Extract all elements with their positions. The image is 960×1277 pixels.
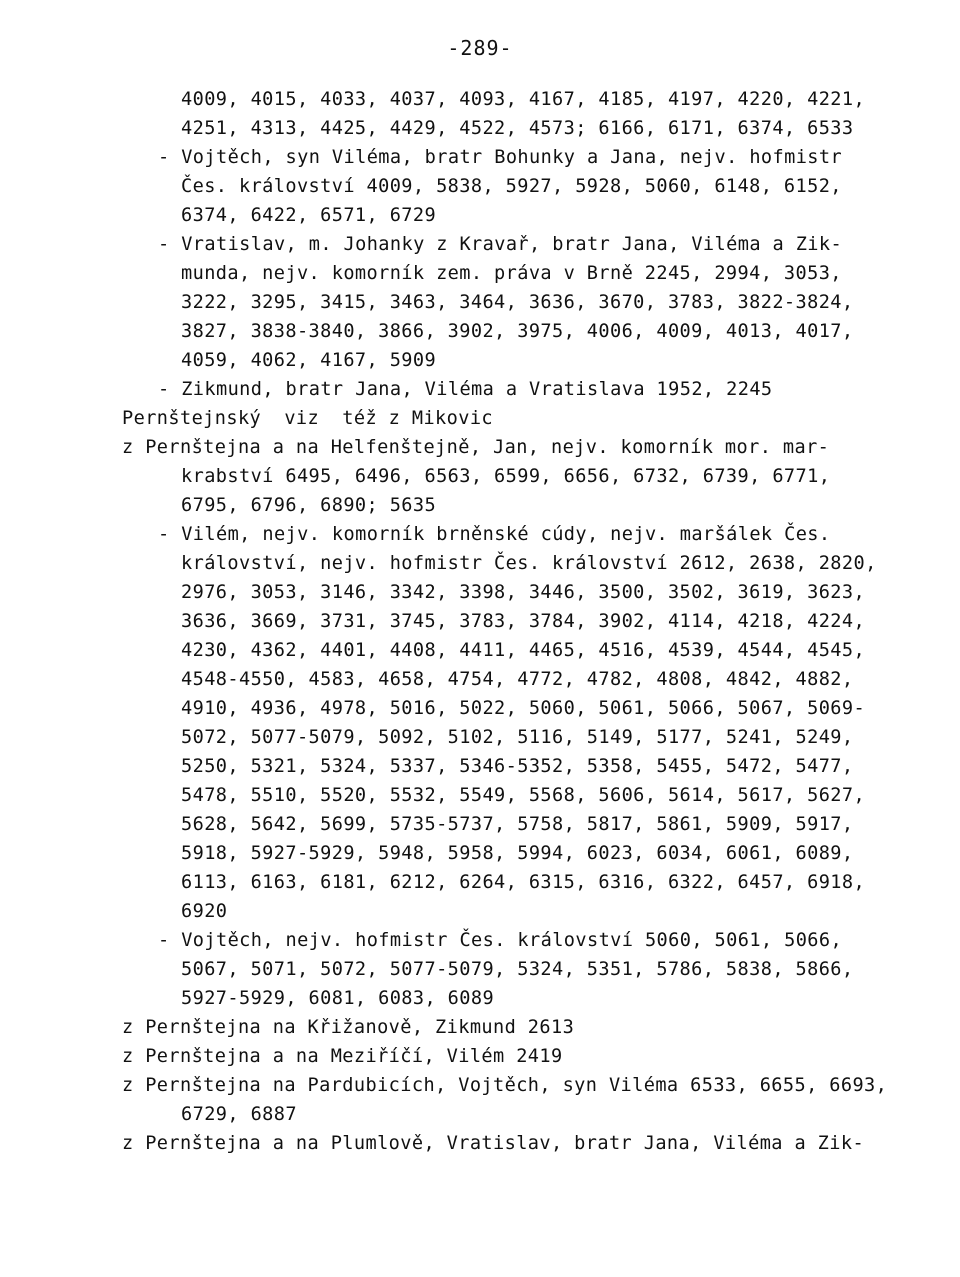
index-line: 5478, 5510, 5520, 5532, 5549, 5568, 5606, 5614, 5617, 5627,	[181, 785, 866, 806]
index-line: z Pernštejna a na Meziříčí, Vilém 2419	[122, 1046, 563, 1067]
index-line: 5067, 5071, 5072, 5077-5079, 5324, 5351, 5786, 5838, 5866,	[181, 959, 854, 980]
index-line: 6374, 6422, 6571, 6729	[181, 205, 437, 226]
index-line: 3222, 3295, 3415, 3463, 3464, 3636, 3670, 3783, 3822-3824,	[181, 292, 854, 313]
index-line: - Vratislav, m. Johanky z Kravař, bratr Jana, Viléma a Zik-	[158, 234, 843, 255]
index-line: z Pernštejna na Pardubicích, Vojtěch, syn Viléma 6533, 6655, 6693,	[122, 1075, 888, 1096]
index-line: - Vilém, nejv. komorník brněnské cúdy, nejv. maršálek Čes.	[158, 524, 831, 545]
index-line: 5250, 5321, 5324, 5337, 5346-5352, 5358, 5455, 5472, 5477,	[181, 756, 854, 777]
index-line: z Pernštejna a na Plumlově, Vratislav, bratr Jana, Viléma a Zik-	[122, 1133, 865, 1154]
index-line: 6795, 6796, 6890; 5635	[181, 495, 437, 516]
index-line: království, nejv. hofmistr Čes. království 2612, 2638, 2820,	[181, 553, 877, 574]
index-line: z Pernštejna a na Helfenštejně, Jan, nejv. komorník mor. mar-	[122, 437, 830, 458]
index-line: munda, nejv. komorník zem. práva v Brně 2245, 2994, 3053,	[181, 263, 842, 284]
index-line: 6729, 6887	[181, 1104, 297, 1125]
index-line: 5918, 5927-5929, 5948, 5958, 5994, 6023, 6034, 6061, 6089,	[181, 843, 854, 864]
index-line: 2976, 3053, 3146, 3342, 3398, 3446, 3500, 3502, 3619, 3623,	[181, 582, 866, 603]
index-line: 5072, 5077-5079, 5092, 5102, 5116, 5149, 5177, 5241, 5249,	[181, 727, 854, 748]
index-line: 6113, 6163, 6181, 6212, 6264, 6315, 6316, 6322, 6457, 6918,	[181, 872, 866, 893]
index-line: 5628, 5642, 5699, 5735-5737, 5758, 5817, 5861, 5909, 5917,	[181, 814, 854, 835]
index-line: 3827, 3838-3840, 3866, 3902, 3975, 4006, 4009, 4013, 4017,	[181, 321, 854, 342]
index-line: 4910, 4936, 4978, 5016, 5022, 5060, 5061, 5066, 5067, 5069-	[181, 698, 866, 719]
index-line: 4009, 4015, 4033, 4037, 4093, 4167, 4185, 4197, 4220, 4221,	[181, 89, 866, 110]
index-line: Čes. království 4009, 5838, 5927, 5928, 5060, 6148, 6152,	[181, 176, 842, 197]
index-line: 5927-5929, 6081, 6083, 6089	[181, 988, 495, 1009]
index-line: - Vojtěch, syn Viléma, bratr Bohunky a Jana, nejv. hofmistr	[158, 147, 843, 168]
index-line: 6920	[181, 901, 228, 922]
index-line: - Zikmund, bratr Jana, Viléma a Vratislava 1952, 2245	[158, 379, 773, 400]
index-line: 4230, 4362, 4401, 4408, 4411, 4465, 4516, 4539, 4544, 4545,	[181, 640, 866, 661]
page-number: -289-	[447, 36, 513, 60]
index-line: krabství 6495, 6496, 6563, 6599, 6656, 6732, 6739, 6771,	[181, 466, 831, 487]
index-line: 4548-4550, 4583, 4658, 4754, 4772, 4782, 4808, 4842, 4882,	[181, 669, 854, 690]
index-line: 4251, 4313, 4425, 4429, 4522, 4573; 6166, 6171, 6374, 6533	[181, 118, 854, 139]
index-line: 3636, 3669, 3731, 3745, 3783, 3784, 3902, 4114, 4218, 4224,	[181, 611, 866, 632]
index-line: z Pernštejna na Křižanově, Zikmund 2613	[122, 1017, 575, 1038]
index-line: 4059, 4062, 4167, 5909	[181, 350, 437, 371]
index-line: - Vojtěch, nejv. hofmistr Čes. království 5060, 5061, 5066,	[158, 930, 843, 951]
index-line: Pernštejnský viz též z Mikovic	[122, 408, 494, 429]
